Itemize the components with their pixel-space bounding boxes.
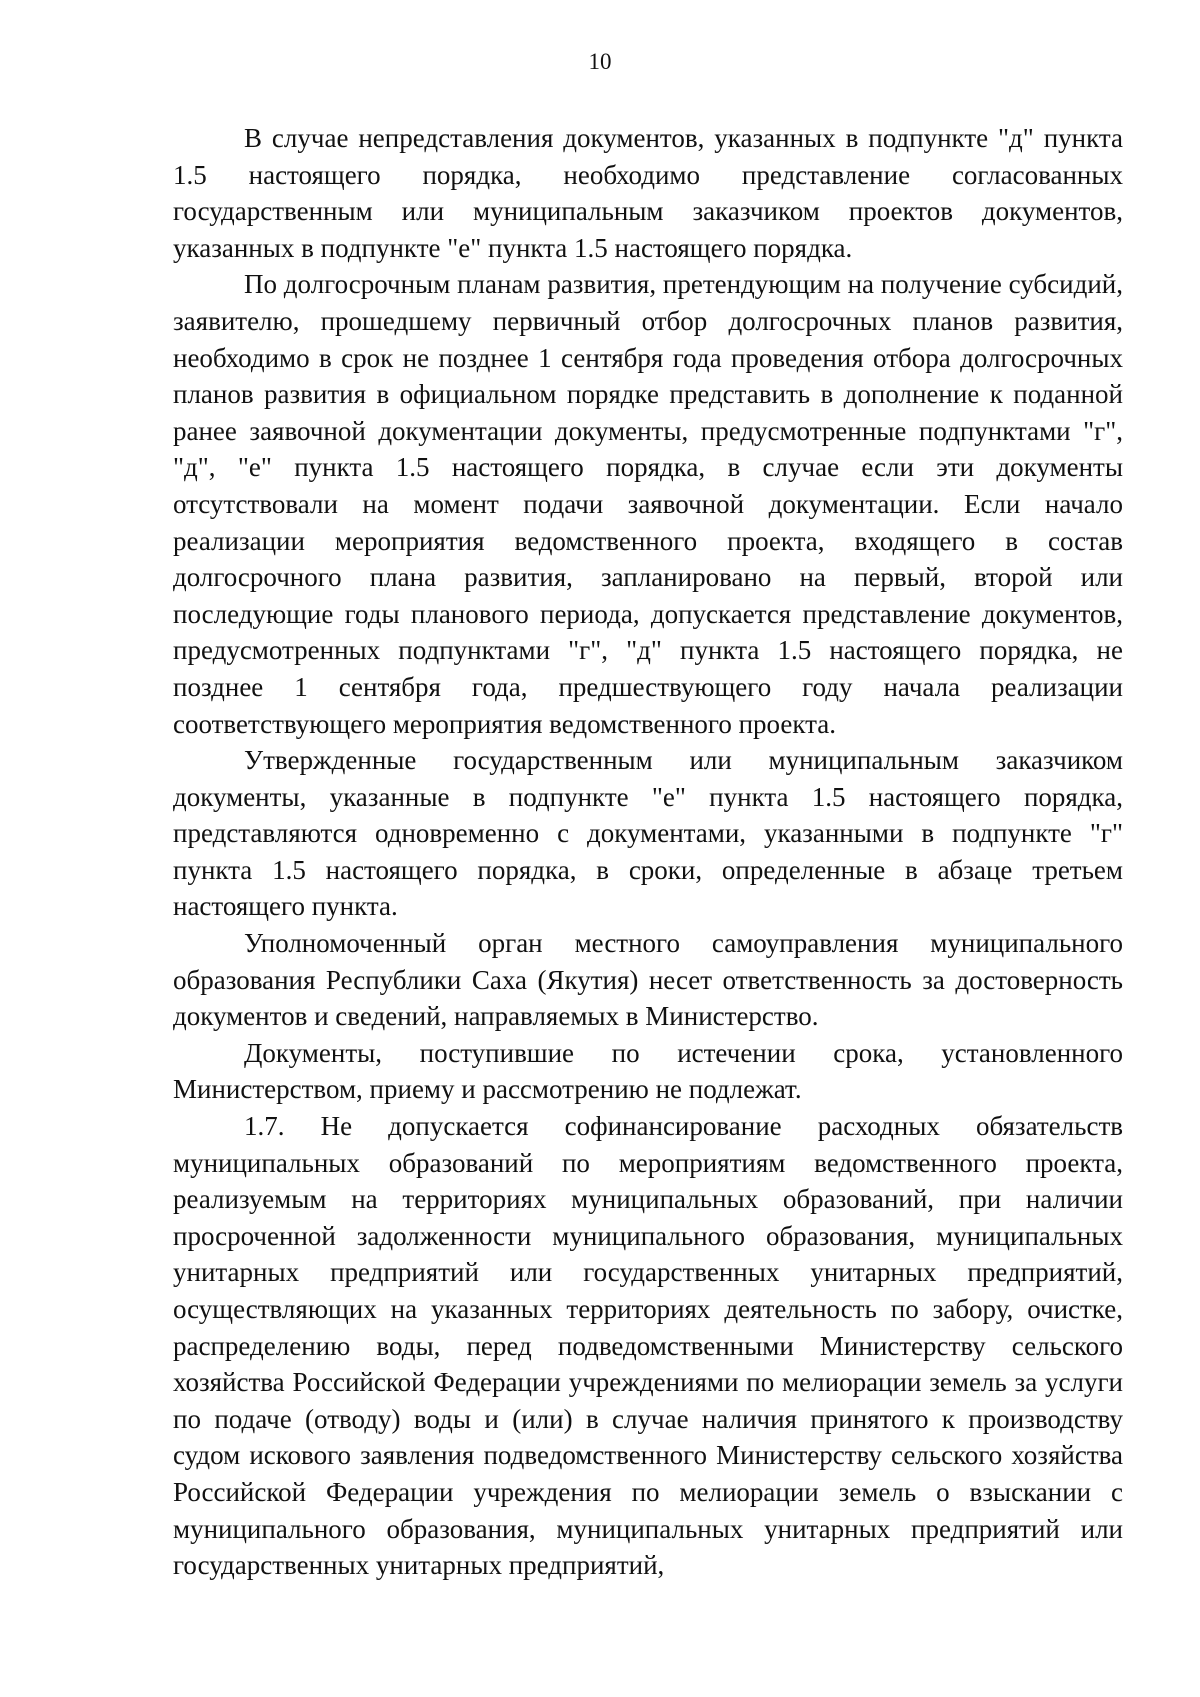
paragraph-documents-not-submitted: В случае непредставления документов, указанных в подпункте "д" пункта 1.5 настоящего порядка, необходимо представление согласованных государственным или муниципальным заказчиком проектов документов, указанных в подпункте "е" пункта 1.5 настоящего порядка. <box>173 123 1123 263</box>
page-number: 10 <box>588 49 612 74</box>
document-body <box>173 120 1123 1584</box>
paragraph-authority-responsibility: Уполномоченный орган местного самоуправления муниципального образования Республики Саха (Якутия) несет ответственность за достоверность документов и сведений, направляемых в Министерство. <box>173 928 1123 1032</box>
paragraph-approved-documents: Утвержденные государственным или муниципальным заказчиком документы, указанные в подпункте "е" пункта 1.5 настоящего порядка, представляются одновременно с документами, указанными в подпункте "г" пункта 1.5 настоящего порядка, в сроки, определенные в абзаце третьем настоящего пункта. <box>173 745 1123 922</box>
paragraph-late-documents: Документы, поступившие по истечении срока, установленного Министерством, приему и рассмотрению не подлежат. <box>173 1037 1123 1105</box>
paragraph-section-1-7: 1.7. Не допускается софинансирование расходных обязательств муниципальных образований по мероприятиям ведомственного проекта, реализуемым на территориях муниципальных образований, при наличии просроченной задолженности муниципального образования, муниципальных унитарных предприятий или государственных унитарных предприятий, осуществляющих на указанных территориях деятельность по забору, очистке, распределению воды, перед подведомственными Министерству сельского хозяйства Российской Федерации учреждениями по мелиорации земель за услуги по подаче (отводу) воды и (или) в случае наличия принятого к производству судом искового заявления подведомственного Министерству сельского хозяйства Российской Федерации учреждения по мелиорации земель о взыскании с муниципального образования, муниципальных унитарных предприятий или государственных унитарных предприятий, <box>173 1111 1123 1581</box>
paragraph-long-term-plans: По долгосрочным планам развития, претендующим на получение субсидий, заявителю, прошедшему первичный отбор долгосрочных планов развития, необходимо в срок не позднее 1 сентября года проведения отбора долгосрочных планов развития в официальном порядке представить в дополнение к поданной ранее заявочной документации документы, предусмотренные подпунктами "г", "д", "е" пункта 1.5 настоящего порядка, в случае если эти документы отсутствовали на момент подачи заявочной документации. Если начало реализации мероприятия ведомственного проекта, входящего в состав долгосрочного плана развития, запланировано на первый, второй или последующие годы планового периода, допускается представление документов, предусмотренных подпунктами "г", "д" пункта 1.5 настоящего порядка, не позднее 1 сентября года, предшествующего году начала реализации соответствующего мероприятия ведомственного проекта. <box>173 269 1123 739</box>
